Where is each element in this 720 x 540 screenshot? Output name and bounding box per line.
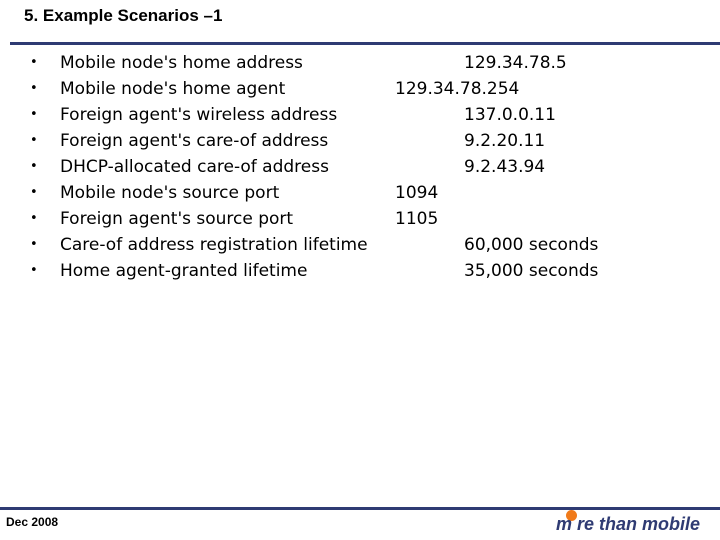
- item-label: Foreign agent's wireless address: [60, 105, 338, 125]
- list-item: [0, 128, 720, 154]
- bullet-icon: •: [30, 263, 38, 278]
- item-label: DHCP-allocated care-of address: [60, 157, 329, 177]
- item-label: Home agent-granted lifetime: [60, 261, 308, 281]
- bullet-icon: •: [30, 133, 38, 148]
- item-value: 1105: [395, 209, 439, 229]
- list-item: [0, 102, 720, 128]
- list-item: [0, 232, 720, 258]
- item-value: 137.0.0.11: [464, 105, 556, 125]
- item-value: 1094: [395, 183, 439, 203]
- item-label: Mobile node's home agent: [60, 79, 286, 99]
- list-item: [0, 76, 720, 102]
- list-item: [0, 258, 720, 284]
- title-divider: [10, 42, 720, 45]
- item-value: 9.2.20.11: [464, 131, 546, 151]
- footer-date: Dec 2008: [6, 515, 59, 529]
- list-item: [0, 206, 720, 232]
- slide-title: 5. Example Scenarios –1: [24, 6, 223, 25]
- bullet-icon: •: [30, 107, 38, 122]
- bullet-icon: •: [30, 185, 38, 200]
- item-value: 9.2.43.94: [464, 157, 546, 177]
- logo-text: m re than mobile: [556, 514, 701, 534]
- item-value: 129.34.78.5: [464, 53, 567, 73]
- brand-logo: [556, 510, 716, 538]
- item-value: 129.34.78.254: [395, 79, 520, 99]
- bullet-icon: •: [30, 81, 38, 96]
- list-item: [0, 50, 720, 76]
- list-item: [0, 154, 720, 180]
- bullet-icon: •: [30, 237, 38, 252]
- bullet-icon: •: [30, 55, 38, 70]
- bullet-icon: •: [30, 159, 38, 174]
- item-label: Foreign agent's source port: [60, 209, 294, 229]
- item-label: Care-of address registration lifetime: [60, 235, 368, 255]
- item-value: 35,000 seconds: [464, 261, 599, 281]
- item-label: Mobile node's source port: [60, 183, 280, 203]
- item-label: Foreign agent's care-of address: [60, 131, 329, 151]
- item-label: Mobile node's home address: [60, 53, 303, 73]
- bullet-icon: •: [30, 211, 38, 226]
- list-item: [0, 180, 720, 206]
- item-value: 60,000 seconds: [464, 235, 599, 255]
